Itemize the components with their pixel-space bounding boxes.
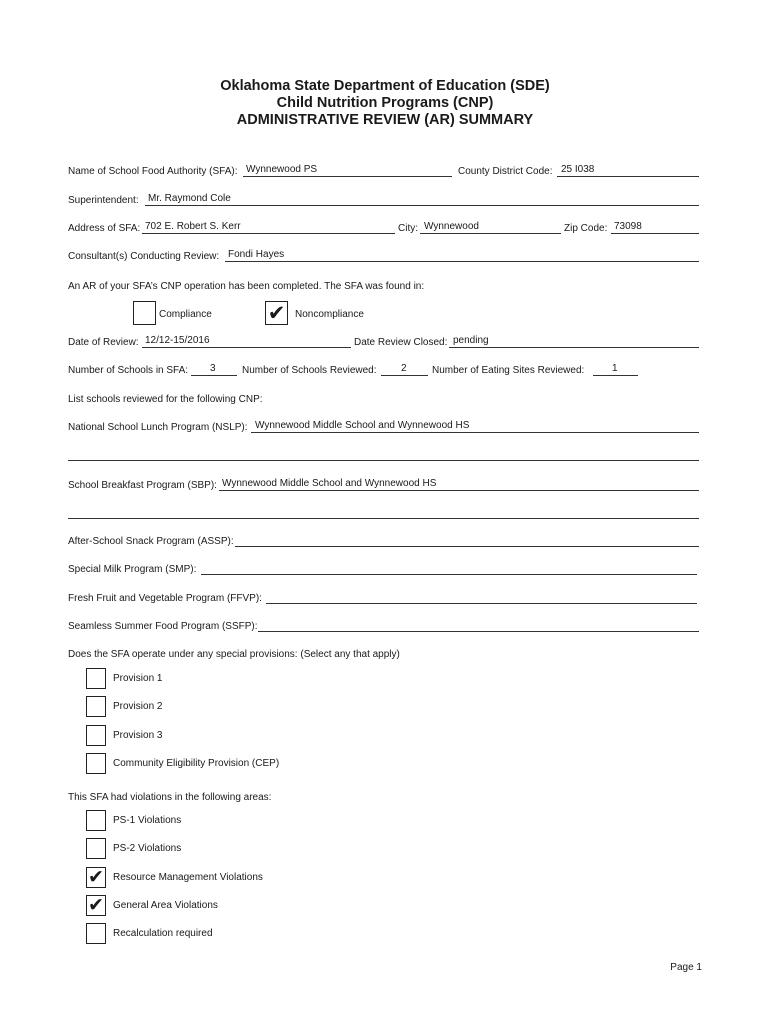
schools-in-sfa-value[interactable]: 3 [210,363,216,374]
header-line-1: Oklahoma State Department of Education (SDE) [220,78,550,94]
schools-reviewed-label: Number of Schools Reviewed: [242,365,377,376]
sbp-line [219,490,699,491]
provision-checkbox-3[interactable] [86,725,106,746]
provision-checkbox-4[interactable] [86,753,106,774]
page-number: Page 1 [670,962,702,973]
provision-checkbox-1[interactable] [86,668,106,689]
superintendent-label: Superintendent: [68,195,139,206]
violation-label-3: Resource Management Violations [113,871,263,883]
compliance-label: Compliance [159,309,212,320]
violation-label-2: PS-2 Violations [113,843,182,855]
schools-reviewed-line [381,375,428,376]
nslp-value[interactable]: Wynnewood Middle School and Wynnewood HS [255,420,470,431]
closed-date-label: Date Review Closed: [354,337,448,348]
nslp-line [251,432,699,433]
review-date-line [142,347,351,348]
provision-label-4: Community Eligibility Provision (CEP) [113,757,280,769]
nslp-label: National School Lunch Program (NSLP): [68,422,248,433]
sbp-value[interactable]: Wynnewood Middle School and Wynnewood HS [222,478,437,489]
violation-checkbox-4[interactable]: ✔ [86,895,106,916]
smp-line [201,574,697,575]
county-value[interactable]: 25 I038 [561,164,595,175]
city-label: City: [398,223,418,234]
address-value[interactable]: 702 E. Robert S. Kerr [145,221,241,232]
consultant-value[interactable]: Fondi Hayes [228,249,285,260]
violation-checkbox-3[interactable]: ✔ [86,867,106,888]
noncompliance-checkbox[interactable]: ✔ [265,301,288,325]
superintendent-line [145,205,699,206]
provision-label-3: Provision 3 [113,729,163,741]
schools-in-sfa-label: Number of Schools in SFA: [68,365,189,376]
address-line [142,233,395,234]
sbp-line-2 [68,518,699,519]
violation-label-4: General Area Violations [113,899,218,911]
noncompliance-label: Noncompliance [295,309,364,320]
assp-line [235,546,699,547]
review-date-value[interactable]: 12/12-15/2016 [145,335,210,346]
violation-label-1: PS-1 Violations [113,815,182,826]
provision-checkbox-2[interactable] [86,696,106,717]
violation-checkbox-5[interactable] [86,923,106,944]
zip-line [611,233,699,234]
smp-label: Special Milk Program (SMP): [68,564,197,575]
ssfp-label: Seamless Summer Food Program (SSFP): [68,621,258,632]
nslp-line-2 [68,460,699,461]
schools-in-sfa-line [191,375,237,376]
consultant-line [225,261,699,262]
violation-label-5: Recalculation required [113,928,213,940]
county-label: County District Code: [458,166,553,177]
ffvp-line [266,603,697,604]
zip-value[interactable]: 73098 [614,221,642,232]
eating-sites-value[interactable]: 1 [612,363,618,374]
violations-intro: This SFA had violations in the following areas: [68,792,272,803]
ffvp-label: Fresh Fruit and Vegetable Program (FFVP): [68,593,262,604]
sfa-value[interactable]: Wynnewood PS [246,164,318,175]
provisions-question: Does the SFA operate under any special provisions: (Select any that apply) [68,649,400,660]
header-line-2: Child Nutrition Programs (CNP) [276,95,494,111]
ssfp-line [258,631,699,632]
eating-sites-line [593,375,638,376]
provision-label-2: Provision 2 [113,701,163,713]
county-line [557,176,699,177]
sbp-label: School Breakfast Program (SBP): [68,480,217,491]
superintendent-value[interactable]: Mr. Raymond Cole [148,193,231,204]
consultant-label: Consultant(s) Conducting Review: [68,251,220,262]
review-date-label: Date of Review: [68,337,139,348]
violation-checkbox-2[interactable] [86,838,106,859]
finding-intro: An AR of your SFA’s CNP operation has been completed. The SFA was found in: [68,281,425,292]
header-line-3: ADMINISTRATIVE REVIEW (AR) SUMMARY [236,112,534,128]
sfa-label: Name of School Food Authority (SFA): [68,166,238,177]
schools-reviewed-value[interactable]: 2 [401,363,407,374]
assp-label: After-School Snack Program (ASSP): [68,536,234,547]
compliance-checkbox[interactable] [133,301,156,325]
eating-sites-label: Number of Eating Sites Reviewed: [432,365,585,376]
zip-label: Zip Code: [564,223,608,234]
address-label: Address of SFA: [68,223,141,234]
city-value[interactable]: Wynnewood [424,221,479,232]
closed-date-line [449,347,699,348]
violation-checkbox-1[interactable] [86,810,106,831]
programs-intro: List schools reviewed for the following CNP: [68,394,263,405]
sfa-line [243,176,452,177]
city-line [420,233,561,234]
provision-label-1: Provision 1 [113,673,163,684]
closed-date-value[interactable]: pending [453,335,489,346]
